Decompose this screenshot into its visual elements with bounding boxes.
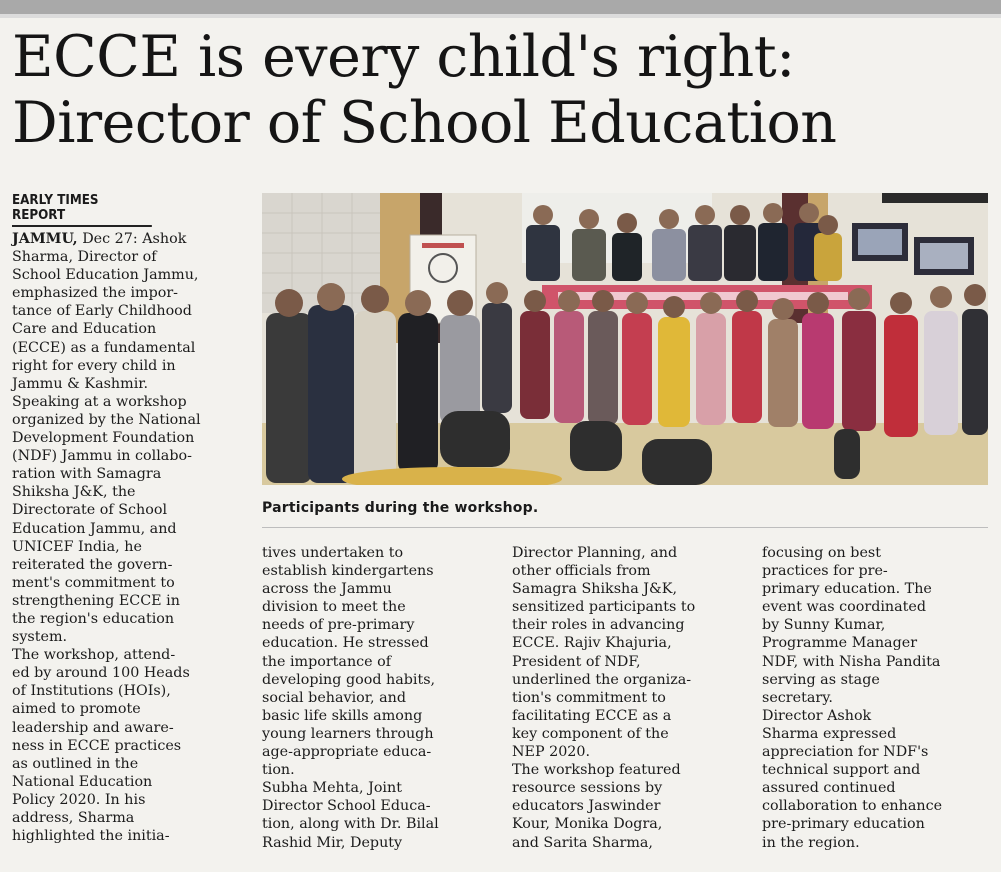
group-photo-illustration — [262, 193, 988, 485]
dateline: JAMMU, — [12, 231, 78, 247]
top-border-shadow — [0, 14, 1001, 18]
headline-line-2: Director of School Education — [12, 90, 837, 156]
top-border-rule — [0, 0, 1001, 14]
article-column-3: Director Planning, and other officials from Samagra Shiksha J&K, sensitized participants to their roles in advancing ECCE. Rajiv Khajuria, President of NDF, underlined the organiza- tion's commitment to facilitating ECCE as a key component of the NEP 2020. The workshop featured resource sessions by educators Jaswinder Kour, Monika Dogra, and Sarita Sharma, — [512, 545, 696, 851]
photo-caption: Participants during the workshop. — [262, 500, 539, 516]
article-column-2: tives undertaken to establish kindergartens across the Jammu division to meet the needs of pre-primary education. He stressed the importance of developing good habits, social behavior, and basic life skills among young learners through age-appropriate educa- tion. Subha Mehta, Joint Director School Educa- tion, along with Dr. Bilal Rashid Mir, Deputy — [262, 545, 439, 851]
caption-divider — [262, 527, 988, 528]
headline-line-1: ECCE is every child's right: — [12, 24, 795, 90]
article-column-4: focusing on best practices for pre- primary education. The event was coordinated by Sunny Kumar, Programme Manager NDF, with Nisha Pandita serving as stage secretary. Director Ashok Sharma expressed appreciation for NDF's technical support and assured continued collaboration to enhance pre-primary education in the region. — [762, 545, 943, 851]
byline: EARLY TIMES REPORT — [12, 193, 152, 227]
workshop-photo — [262, 193, 988, 485]
headline — [12, 24, 997, 156]
column-1-text: Dec 27: Ashok Sharma, Director of School Education Jammu, emphasized the impor- tance of Early Childhood Care and Education (ECCE) as a fundamental right for every child in Jammu & Kashmir. Speaking at a workshop organized by the National Development Foundation (NDF) Jammu in collabo- ration with Samagra Shiksha J&K, the Directorate of School Education Jammu, and UNICEF India, he reiterated the govern- ment's commitment to strengthening ECCE in the region's education system. The workshop, attend- ed by around 100 Heads of Institutions (HOIs), aimed to promote leadership and aware- ness in ECCE practices as outlined in the National Education Policy 2020. In his address, Sharma highlighted the initia- — [12, 231, 201, 845]
article-column-1 — [12, 230, 250, 845]
